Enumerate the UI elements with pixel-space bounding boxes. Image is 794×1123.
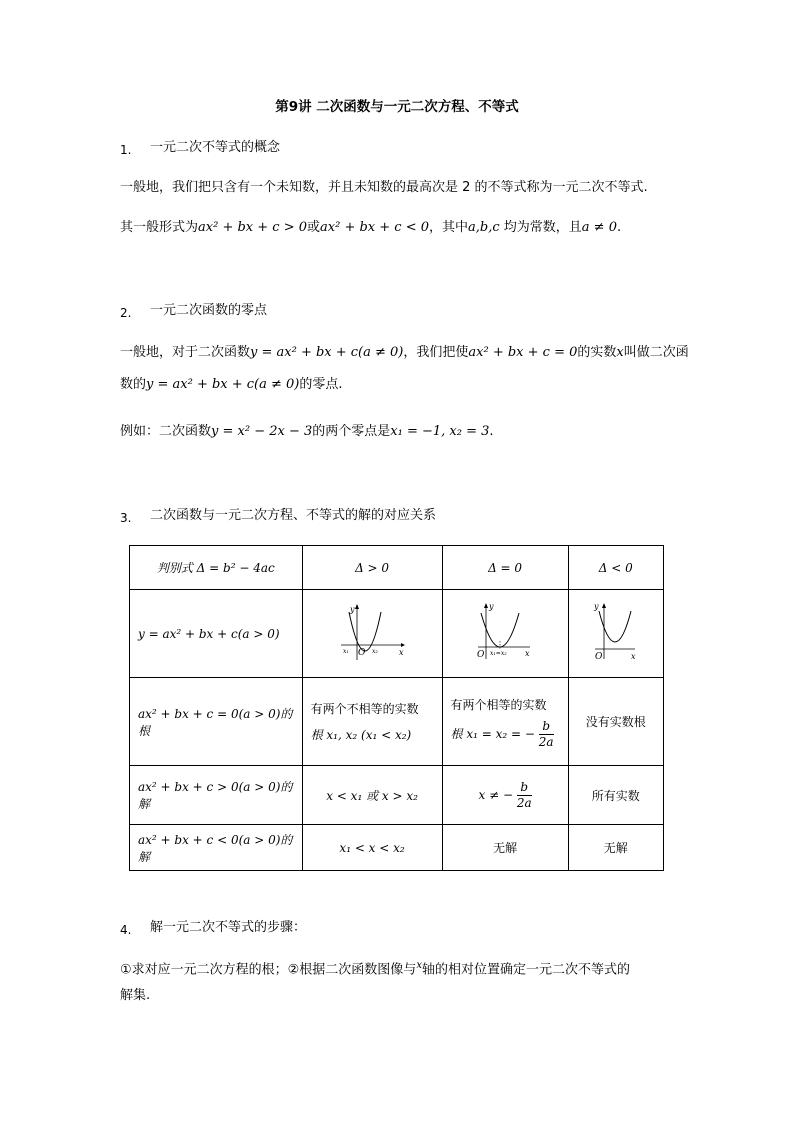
text: ，我们把使 [403, 345, 469, 360]
section-4-steps-line2: 解集. [120, 988, 151, 1003]
header-discriminant [130, 546, 303, 590]
formula: x [416, 960, 422, 971]
row-label-graph [130, 590, 303, 678]
text: . [489, 424, 494, 439]
origin-label: O [594, 652, 603, 662]
numerator: b [517, 780, 532, 796]
y-axis-label: y [489, 602, 494, 611]
cell-text: x ≠ − [478, 787, 514, 802]
x-axis-label: x [399, 648, 404, 657]
text: 均为常数，且 [503, 220, 582, 235]
header-delta-positive [302, 546, 442, 590]
cell-text: 根 x₁, x₂ (x₁ < x₂) [310, 727, 412, 742]
roots-double [442, 678, 568, 766]
section-2-heading: 一元二次函数的零点 [150, 303, 268, 318]
cell-text: y = ax² + bx + c(a > 0) [138, 626, 280, 641]
graph-double-root [442, 590, 568, 678]
page-title: 第9讲 二次函数与一元二次方程、不等式 [275, 99, 519, 115]
roots-none [568, 678, 663, 766]
y-axis-label: y [593, 602, 599, 611]
section-1-number: 1. [120, 143, 132, 157]
header-delta-zero [442, 546, 568, 590]
section-4-number: 4. [120, 923, 132, 937]
text: 数的 [120, 377, 147, 392]
text: 轴的相对位置确定一元二次不等式的 [421, 962, 630, 978]
cell-text: ax² + bx + c < 0(a > 0)的解 [138, 832, 293, 864]
solution-greater-no-roots [568, 766, 663, 825]
cell-text: 有两个相等的实数 [450, 698, 547, 712]
table-row [130, 546, 664, 590]
solution-less-no-roots [568, 825, 663, 871]
formula: x [616, 345, 624, 360]
text: . [616, 220, 622, 235]
fraction [517, 780, 532, 811]
text: 一般地，对于二次函数 [120, 345, 251, 360]
cell-text: 所有实数 [591, 788, 640, 803]
formula: y = ax² + bx + c(a ≠ 0) [146, 377, 300, 392]
cell-text: x₁ < x < x₂ [339, 840, 405, 855]
cell-text: x < x₁ 或 x > x₂ [326, 788, 418, 803]
relation-table [129, 545, 664, 871]
parabola-no-roots-graph [591, 601, 641, 663]
table-row [130, 766, 664, 825]
text: 的实数 [577, 345, 617, 360]
x-axis-label: x [630, 652, 636, 661]
numerator: b [539, 719, 554, 735]
text: 的零点. [299, 377, 343, 392]
header-delta-negative [568, 546, 663, 590]
text: 或 [307, 220, 321, 235]
cell-text: 根 x₁ = x₂ = − [450, 727, 535, 741]
section-2-definition-line2 [120, 375, 343, 395]
text: 其一般形式为 [120, 220, 199, 235]
formula: a,b,c [468, 220, 500, 235]
section-3-number: 3. [120, 511, 132, 525]
text: ①求对应一元二次方程的根；②根据二次函数图像与 [120, 962, 417, 978]
solution-less-double-root [442, 825, 568, 871]
formula: y = ax² + bx + c(a ≠ 0) [250, 345, 404, 360]
cell-text: ax² + bx + c = 0(a > 0)的根 [138, 706, 293, 738]
y-axis-label: y [350, 605, 355, 614]
formula: a ≠ 0 [581, 220, 617, 235]
solution-less-two-roots [302, 825, 442, 871]
cell-text: 无解 [493, 841, 518, 855]
cell-text: ax² + bx + c > 0(a > 0)的解 [138, 780, 293, 811]
text: 叫做二次函 [623, 345, 689, 360]
graph-two-roots [302, 590, 442, 678]
formula: ax² + bx + c = 0 [468, 345, 578, 360]
cell-text: 判别式 Δ = b² − 4ac [156, 561, 275, 575]
formula: ax² + bx + c > 0 [198, 220, 307, 235]
cell-text: Δ = 0 [488, 560, 523, 575]
section-2-number: 2. [120, 306, 132, 320]
origin-label: O [358, 648, 366, 658]
graph-no-roots [568, 590, 663, 678]
cell-text: 没有实数根 [585, 715, 646, 729]
row-label-roots [130, 678, 303, 766]
double-root-label: x₁=x₂ [490, 650, 507, 657]
row-label-less [130, 825, 303, 871]
cell-text: Δ > 0 [355, 560, 390, 575]
denominator: 2a [516, 795, 532, 810]
solution-greater-two-roots [302, 766, 442, 825]
cell-text: 无解 [603, 841, 628, 855]
section-3-heading: 二次函数与一元二次方程、不等式的解的对应关系 [150, 508, 437, 523]
cell-text: Δ < 0 [598, 560, 633, 575]
text: 的两个零点是 [312, 424, 391, 439]
text: 例如：二次函数 [120, 424, 212, 439]
section-1-definition: 一般地，我们把只含有一个未知数，并且未知数的最高次是 2 的不等式称为一元二次不等式. [120, 180, 648, 195]
fraction [539, 719, 554, 750]
roots-two-distinct [302, 678, 442, 766]
section-1-heading: 一元二次不等式的概念 [150, 140, 281, 155]
row-label-greater [130, 766, 303, 825]
table-row [130, 825, 664, 871]
table-row [130, 678, 664, 766]
root-x1-label: x₁ [343, 648, 349, 655]
parabola-double-root-graph [474, 601, 536, 663]
x-axis-label: x [525, 649, 530, 658]
cell-text: 有两个不相等的实数 [310, 701, 419, 716]
formula: ax² + bx + c < 0 [320, 220, 429, 235]
section-2-definition-line1 [120, 343, 689, 363]
root-x2-label: x₂ [372, 648, 378, 655]
origin-label: O [477, 650, 485, 660]
text: ，其中 [429, 220, 469, 235]
section-4-steps-line1 [120, 956, 630, 980]
table-row [130, 590, 664, 678]
denominator: 2a [538, 735, 554, 749]
formula: x₁ = −1, x₂ = 3 [390, 424, 490, 439]
section-2-example [120, 422, 494, 442]
solution-greater-double-root [442, 766, 568, 825]
parabola-two-roots-graph [337, 602, 407, 662]
section-4-heading: 解一元二次不等式的步骤： [150, 920, 307, 935]
section-1-general-form [120, 218, 621, 238]
formula: y = x² − 2x − 3 [211, 424, 313, 439]
